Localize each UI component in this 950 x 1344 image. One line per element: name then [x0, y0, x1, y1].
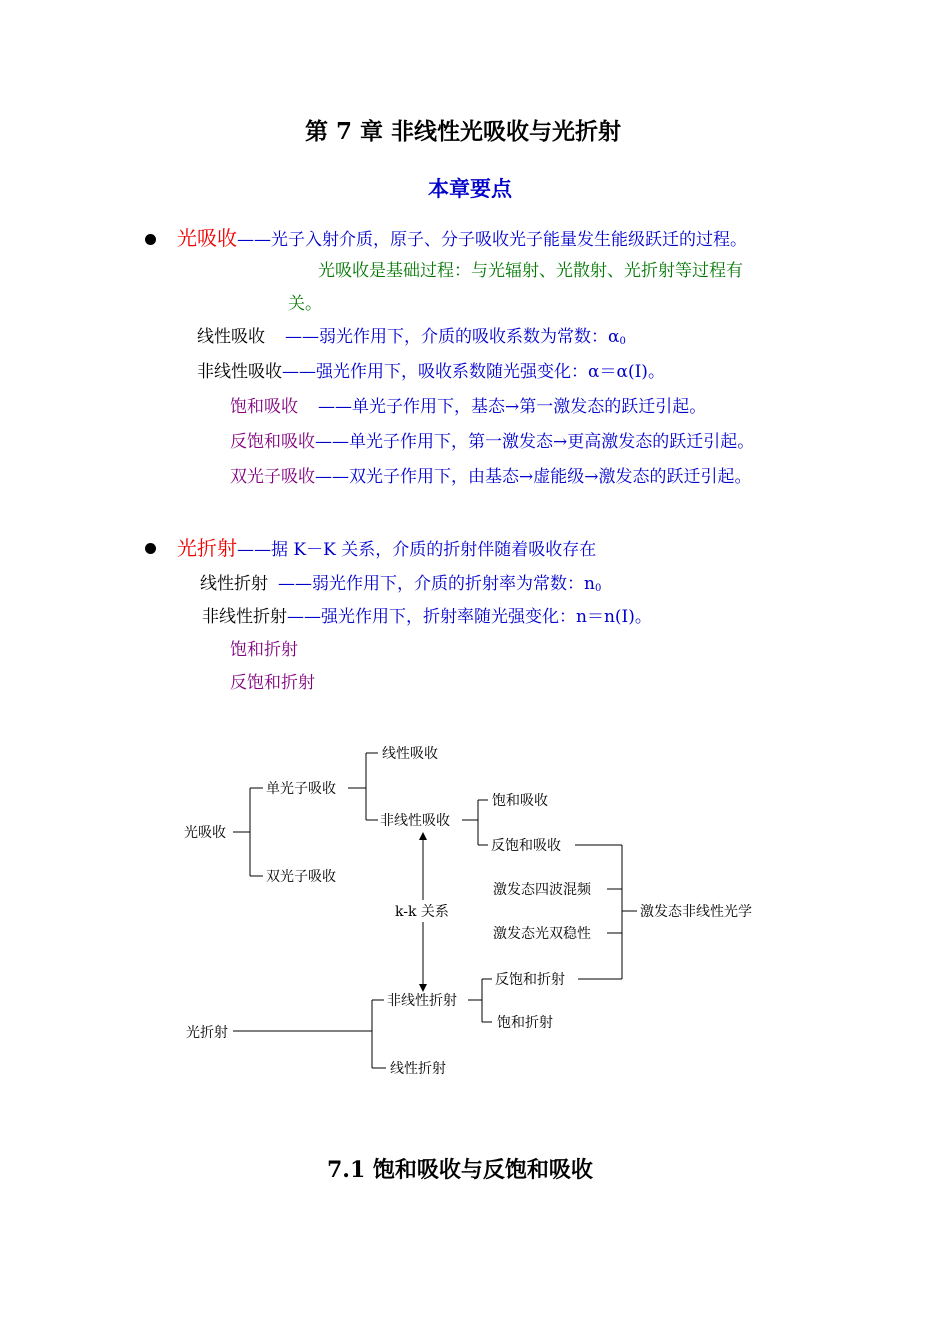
two-photon-absorption-text: ——双光子作用下，由基态→虚能级→激发态的跃迁引起。 [315, 467, 752, 487]
n-subscript: 0 [594, 583, 602, 594]
linear-refraction-text: ——弱光作用下，介质的折射率为常数：n [278, 574, 595, 594]
diagram-saturated-absorption: 饱和吸收 [492, 793, 548, 809]
linear-refraction-label: 线性折射 [200, 574, 268, 594]
absorption-term: 光吸收 [177, 226, 237, 250]
two-photon-absorption-label: 双光子吸收 [230, 467, 315, 487]
diagram-nonlinear-absorption: 非线性吸收 [380, 813, 450, 829]
diagram-kk-relation: k-k 关系 [395, 904, 449, 920]
nonlinear-refraction-text: ——强光作用下，折射率随光强变化：n＝n(I)。 [287, 607, 652, 627]
absorption-note-2: 关。 [288, 294, 322, 314]
diagram-saturated-refraction: 饱和折射 [497, 1015, 553, 1031]
refraction-definition: ——据 K－K 关系，介质的折射伴随着吸收存在 [237, 540, 597, 560]
saturated-refraction-item: 饱和折射 [230, 640, 298, 660]
diagram-linear-absorption: 线性吸收 [382, 746, 438, 762]
diagram-four-wave-mixing: 激发态四波混频 [493, 882, 591, 898]
reverse-saturated-absorption-label: 反饱和吸收 [230, 432, 315, 452]
diagram-excited-state-nlo: 激发态非线性光学 [640, 904, 752, 920]
chapter-title: 第 7 章 非线性光吸收与光折射 [305, 118, 622, 145]
linear-absorption-label: 线性吸收 [197, 327, 265, 347]
absorption-definition: ——光子入射介质，原子、分子吸收光子能量发生能级跃迁的过程。 [237, 230, 747, 250]
alpha-subscript: 0 [619, 336, 626, 347]
diagram-light-absorption: 光吸收 [184, 825, 226, 841]
diagram-nonlinear-refraction: 非线性折射 [387, 993, 457, 1009]
saturated-absorption-label: 饱和吸收 [230, 397, 298, 417]
diagram-reverse-saturated-absorption: 反饱和吸收 [491, 838, 561, 854]
diagram-light-refraction: 光折射 [186, 1025, 228, 1041]
reverse-saturated-absorption-text: ——单光子作用下，第一激发态→更高激发态的跃迁引起。 [315, 432, 755, 452]
reverse-saturated-refraction-item: 反饱和折射 [230, 673, 315, 693]
refraction-term: 光折射 [177, 536, 237, 560]
nonlinear-refraction-label: 非线性折射 [202, 607, 287, 627]
diagram-optical-bistability: 激发态光双稳性 [493, 926, 591, 942]
key-points-heading: 本章要点 [428, 176, 512, 201]
linear-absorption-text: ——弱光作用下，介质的吸收系数为常数：α [285, 327, 620, 347]
absorption-note-1: 光吸收是基础过程：与光辐射、光散射、光折射等过程有 [318, 261, 743, 281]
saturated-absorption-text: ——单光子作用下，基态→第一激发态的跃迁引起。 [318, 397, 707, 417]
nonlinear-absorption-label: 非线性吸收 [197, 362, 282, 382]
diagram-single-photon: 单光子吸收 [266, 781, 336, 797]
diagram-two-photon: 双光子吸收 [266, 869, 336, 885]
nonlinear-absorption-text: ——强光作用下，吸收系数随光强变化：α＝α(I)。 [282, 362, 665, 382]
diagram-linear-refraction: 线性折射 [390, 1061, 446, 1077]
section-title: 7.1 饱和吸收与反饱和吸收 [327, 1157, 593, 1183]
diagram-reverse-saturated-refraction: 反饱和折射 [495, 972, 565, 988]
